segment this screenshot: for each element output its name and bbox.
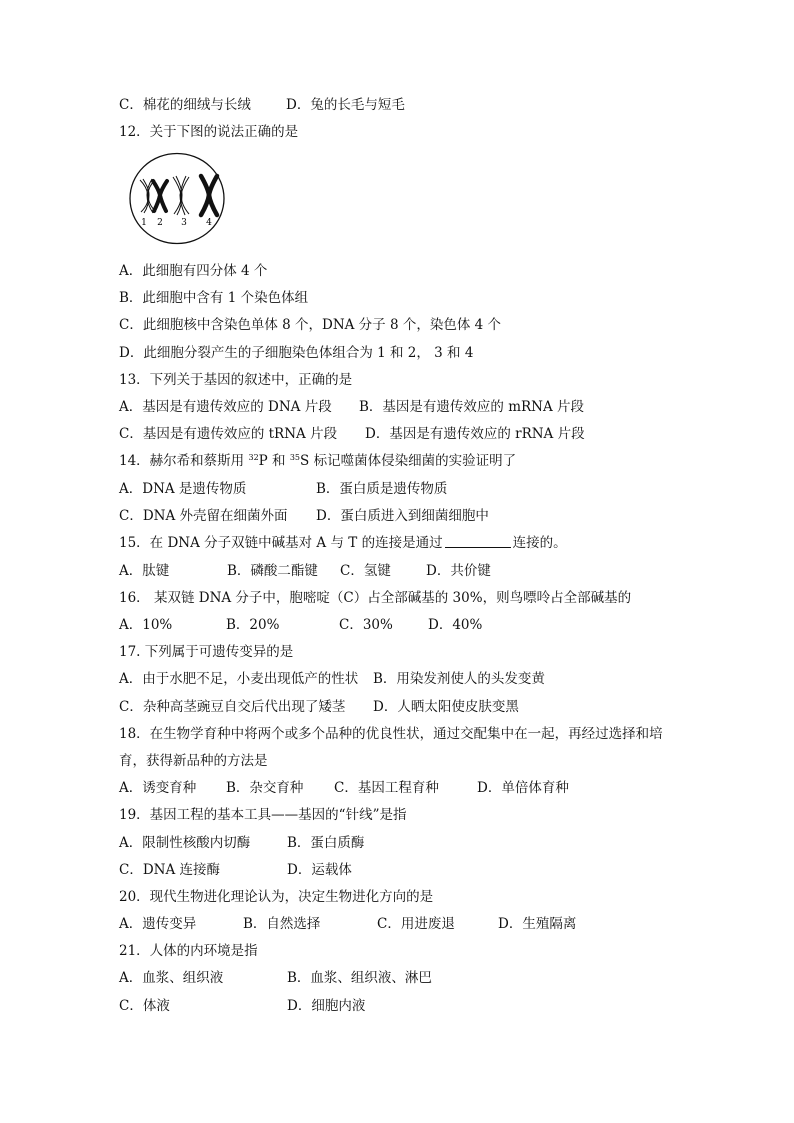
chromosome-label-1: 1	[141, 218, 147, 228]
q16-options	[119, 616, 482, 634]
q15-stem-part1: 15．在 DNA 分子双链中碱基对 A 与 T 的连接是通过	[119, 535, 443, 551]
q12-option-b: B．此细胞中含有 1 个染色体组	[119, 290, 309, 306]
q13-option-c: C．基因是有遗传效应的 tRNA 片段	[119, 426, 338, 442]
q19-options-ab	[119, 834, 364, 852]
q17-option-c: C．杂种高茎豌豆自交后代出现了矮茎	[119, 699, 346, 715]
chromosome-3	[173, 176, 189, 215]
q16-option-a: A．10%	[119, 617, 173, 633]
q20-option-d: D．生殖隔离	[498, 916, 577, 932]
chromosome-label-4: 4	[206, 218, 212, 228]
q18-stem-line2: 育，获得新品种的方法是	[119, 753, 268, 769]
q21-option-b: B．血浆、组织液、淋巴	[287, 970, 432, 986]
q21-stem: 21．人体的内环境是指	[119, 943, 258, 959]
q14-option-a: A．DNA 是遗传物质	[119, 481, 247, 497]
chromosome-figure	[127, 151, 227, 246]
q21-options-cd	[119, 997, 365, 1015]
chromosome-label-3: 3	[181, 218, 187, 228]
q11-option-c: C．棉花的细绒与长绒	[119, 97, 251, 113]
q17-stem: 17. 下列属于可遗传变异的是	[119, 644, 294, 660]
q20-option-c: C．用进废退	[377, 916, 455, 932]
q13-options-cd	[119, 425, 585, 443]
q17-options-cd	[119, 698, 519, 716]
q15-option-d: D．共价键	[426, 563, 491, 579]
q11-option-d: D．兔的长毛与短毛	[286, 97, 405, 113]
q16-option-b: B．20%	[226, 617, 280, 633]
q17-options-ab	[119, 670, 545, 688]
q12-option-d: D．此细胞分裂产生的子细胞染色体组合为 1 和 2， 3 和 4	[119, 345, 474, 361]
q15-option-b: B．磷酸二酯键	[227, 563, 318, 579]
q13-options-ab	[119, 398, 584, 416]
chromosome-4	[201, 176, 217, 215]
q14-stem-part3: S 标记噬菌体侵染细菌的实验证明了	[300, 453, 517, 469]
q14-isotope-p: 32	[248, 453, 259, 462]
q15-options	[119, 562, 491, 580]
q13-stem: 13．下列关于基因的叙述中，正确的是	[119, 372, 353, 388]
q21-option-c: C．体液	[119, 998, 170, 1014]
q15-stem	[119, 534, 567, 552]
q14-option-d: D．蛋白质进入到细菌细胞中	[316, 508, 489, 524]
q18-options	[119, 779, 569, 797]
q18-option-c: C．基因工程育种	[334, 780, 439, 796]
q13-option-a: A．基因是有遗传效应的 DNA 片段	[119, 399, 332, 415]
q19-option-b: B．蛋白质酶	[287, 835, 365, 851]
chromosome-label-2: 2	[157, 218, 163, 228]
q17-option-a: A．由于水肥不足，小麦出现低产的性状	[119, 671, 359, 687]
q19-option-d: D．运载体	[287, 862, 352, 878]
q11-options-cd	[119, 96, 405, 114]
q14-isotope-s: 35	[289, 453, 301, 462]
q14-stem	[119, 452, 516, 470]
q16-option-d: D．40%	[428, 617, 483, 633]
q21-option-a: A．血浆、组织液	[119, 970, 224, 986]
q15-blank	[445, 535, 511, 548]
q12-option-a: A．此细胞有四分体 4 个	[119, 263, 268, 279]
q14-stem-part2: P 和	[258, 453, 290, 469]
q12-stem: 12．关于下图的说法正确的是	[119, 124, 299, 140]
q18-option-d: D．单倍体育种	[477, 780, 569, 796]
q19-stem: 19．基因工程的基本工具——基因的“针线”是指	[119, 807, 407, 823]
q19-options-cd	[119, 861, 352, 879]
q14-options-cd	[119, 507, 489, 525]
q21-options-ab	[119, 969, 432, 987]
q20-stem: 20．现代生物进化理论认为，决定生物进化方向的是	[119, 889, 434, 905]
q17-option-d: D．人晒太阳使皮肤变黑	[373, 699, 519, 715]
q20-option-a: A．遗传变异	[119, 916, 197, 932]
chromosome-2	[153, 181, 167, 211]
q20-option-b: B．自然选择	[243, 916, 321, 932]
q14-option-b: B．蛋白质是遗传物质	[316, 481, 448, 497]
q12-option-c: C．此细胞核中含染色单体 8 个，DNA 分子 8 个，染色体 4 个	[119, 317, 502, 333]
q13-option-d: D．基因是有遗传效应的 rRNA 片段	[365, 426, 585, 442]
q13-option-b: B．基因是有遗传效应的 mRNA 片段	[359, 399, 585, 415]
q16-stem: 16． 某双链 DNA 分子中，胞嘧啶（C）占全部碱基的 30%，则鸟嘌呤占全部碱基的	[119, 590, 632, 606]
q15-stem-part2: 连接的。	[512, 535, 567, 551]
q14-options-ab	[119, 480, 447, 498]
q15-option-c: C．氢键	[340, 563, 391, 579]
q19-option-a: A．限制性核酸内切酶	[119, 835, 251, 851]
q16-option-c: C．30%	[339, 617, 393, 633]
q21-option-d: D．细胞内液	[287, 998, 366, 1014]
q14-option-c: C．DNA 外壳留在细菌外面	[119, 508, 288, 524]
q17-option-b: B．用染发剂使人的头发变黄	[373, 671, 545, 687]
q14-stem-part1: 14．赫尔希和蔡斯用	[119, 453, 249, 469]
q15-option-a: A．肽键	[119, 563, 170, 579]
q18-stem-line1: 18．在生物学育种中将两个或多个品种的优良性状，通过交配集中在一起，再经过选择和培	[119, 726, 663, 742]
q18-option-b: B．杂交育种	[226, 780, 304, 796]
q20-options	[119, 915, 576, 933]
q18-option-a: A．诱变育种	[119, 780, 197, 796]
q19-option-c: C．DNA 连接酶	[119, 862, 221, 878]
